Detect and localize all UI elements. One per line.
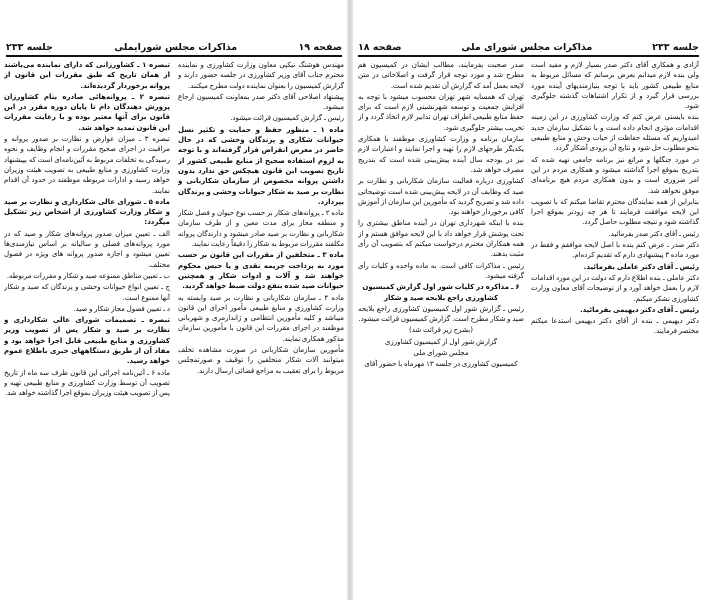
left-header-rule <box>6 55 342 57</box>
paragraph: بنده بایستی عرض کنم که وزارت کشاورزی در این زمینه اقدامات مؤثری انجام داده است و با تشکیل سازمان جدید امیدواریم که مسئله حفاظت از حیات وحش و منابع طبیعی بنحو مطلوب حل شود و نتایج آن بزودی آشکار گردد. <box>531 113 699 153</box>
paragraph: بنابراین از همه نمایندگان محترم تقاضا میکنم که با تصویب این لایحه موافقت فرمایند تا هر چه زودتر بموقع اجرا گذاشته شود و نتیجه مطلوب حاصل گردد. <box>531 197 699 227</box>
paragraph: ماده ۳ ـ متخلفین از مقررات این قانون بر حسب مورد به پرداخت جریمه نقدی و یا حبس محکوم خواهند شد و آلات و ادوات شکار و همچنین حیوانات صید شده بنفع دولت ضبط خواهد گردید. <box>178 251 344 291</box>
paragraph: گزارش شور اول از کمیسیون کشاورزی <box>384 337 498 346</box>
paragraph: رئیس ـ گزارش کمیسیون قرائت میشود. <box>230 114 344 123</box>
paragraph: دکتر صدر ـ عرض کنم بنده با اصل لایحه موافقم و فقط در مورد ماده ۳ پیشنهادی دارم که تقدیم کرده‌ام. <box>531 241 699 260</box>
right-header-rule <box>358 55 699 57</box>
paragraph: صدر صحبت بفرمایند، مطالب ایشان در کمیسیون هم مطرح شد و مورد توجه قرار گرفت و اصلاحاتی در متن لایحه بعمل آمد که گزارش آن تقدیم شده است. <box>358 61 524 90</box>
paragraph: رئیس ـ آقای دکتر دیهیمی بفرمائید. <box>579 305 699 314</box>
left-page-header <box>6 40 342 54</box>
paragraph: پیشنهاد اصلاحی آقای دکتر صدر بمعاونت کمیسیون ارجاع میشود. <box>178 92 344 112</box>
paragraph: رئیس ـ مذاکرات کافی است. به ماده واحده و کلیات رأی گرفته میشود. <box>358 261 524 280</box>
paragraph: تبصره ۳ ـ میزان عوارض و نظارت بر صدور پروانه و مراقبت در اجرای صحیح مقررات و انجام وظایف و نحوه رسیدگی به تخلفات مربوط به آئین‌نامه‌ای است که بپیشنهاد وزارت کشاورزی و منابع طبیعی به تصویب هیئت وزیران خواهد رسید و ادارات مربوطه موظفند در حدود آن اقدام نمایند. <box>4 135 170 195</box>
paragraph: بنده با اینکه شهرداری تهران در آینده مناطق بیشتری را تحت پوشش قرار خواهد داد با این لایحه موافق هستم و از همه همکاران محترم درخواست میکنم که بتصویب آن رأی مثبت بدهند. <box>358 219 524 259</box>
paragraph: کمیسیون کشاورزی در جلسه ۱۳ مهرماه با حضور آقای <box>364 360 518 369</box>
paragraph: ماده ۵ ـ شورای عالی شکارداری و نظارت بر صید و شکار وزارت کشاورزی از اشخاص زیر تشکیل میگردد: <box>4 197 170 227</box>
left-page <box>0 0 348 600</box>
paragraph: ماده ۲ ـ پروانه‌های شکار بر حسب نوع حیوان و فصل شکار و منطقه مجاز برای مدت معین و از طرف سازمان شکاربانی و نظارت بر صید صادر میشود و دارندگان پروانه مکلفند مقررات مربوط به شکار را دقیقاً رعایت نمایند. <box>178 209 344 249</box>
paragraph: رئیس ـ گزارش شور اول کمیسیون کشاورزی راجع بلایحه صید و شکار مطرح است. گزارش کمیسیون قرائت میشود. <box>358 304 524 324</box>
right-page-column-inner <box>358 60 524 596</box>
paragraph: د ـ تعیین فصول مجاز شکار و صید. <box>73 304 170 313</box>
right-page <box>352 0 705 600</box>
paragraph: دکتر دیهیمی ـ بنده از آقای دکتر دیهیمی استدعا میکنم مختصر فرمایند. <box>531 317 699 336</box>
paragraph: مجلس شورای ملی <box>413 349 469 358</box>
paragraph: ب ـ تعیین مناطق ممنوعه صید و شکار و مقررات مربوطه. <box>6 271 170 280</box>
right-page-header <box>358 40 699 54</box>
left-page-number: صفحه ۱۹ <box>298 41 342 53</box>
paragraph: مأمورین سازمان شکاربانی در صورت مشاهده تخلف میتوانند آلات شکار متخلفین را توقیف و صورتمجلس مربوط را برای تعقیب به مراجع قضائی ارسال دارند. <box>178 346 344 375</box>
paragraph: تبصره ۱ ـ کشاورزانی که دارای نماینده می‌باشند از همان تاریخ که طبق مقررات این قانون از پروانه برخوردار گردیده‌اند. <box>4 61 170 90</box>
paragraph: ماده ۴ ـ سازمان شکاربانی و نظارت بر صید وابسته به وزارت کشاورزی و منابع طبیعی مأمور اجرای این قانون میباشد و کلیه مأمورین انتظامی و ژاندارمری و شهربانی موظفند در اجرای مقررات این قانون با مأمورین سازمان مذکور همکاری نمایند. <box>178 293 344 343</box>
paragraph: رئیس ـ آقای دکتر عاملی بفرمائید. <box>583 262 699 271</box>
paragraph: الف ـ تعیین میزان صدور پروانه‌های شکار و صید که در مورد پروانه‌های فصلی و سالیانه بر اساس نیازمندی‌ها تعیین میشود و اجازه صدور پروانه های ویژه در فصول مختلف. <box>4 229 170 269</box>
left-page-session: جلسه ۲۳۳ <box>6 41 53 53</box>
paragraph: در مورد جنگلها و مراتع نیز برنامه جامعی تهیه شده که بتدریج بموقع اجرا گذاشته میشود و همکاری مردم در این امر ضروری است و بدون همکاری مردم هیچ برنامه‌ای موفق نخواهد شد. <box>531 155 699 195</box>
left-page-title: مذاکرات مجلس شورایملی <box>114 41 238 53</box>
paragraph: تبصره ۲ ـ پروانه‌هائی صادره بنام کشاورزان پرورش دهندگان دام تا پایان دوره مقرر در این قانون برای آنها معتبر بوده و با رعایت مقررات این قانون تمدید خواهد شد. <box>4 92 170 132</box>
right-page-title: مذاکرات مجلس شورای ملی <box>461 41 593 53</box>
paragraph: ج ـ تعیین انواع حیوانات وحشی و پرندگان که صید و شکار آنها ممنوع است. <box>4 283 170 302</box>
paragraph: تبصره ـ تصمیمات شورای عالی شکارداری و نظارت بر صید و شکار پس از تصویب وزیر کشاورزی و منابع طبیعی قابل اجرا خواهد بود و مفاد آن از طریق دستگاههای خبری باطلاع عموم خواهد رسید. <box>4 316 170 366</box>
paragraph: سازمان برنامه و وزارت کشاورزی موظفند با همکاری یکدیگر طرحهای لازم را تهیه و اجرا نمایند و اعتبارات لازم نیز در بودجه سال آینده پیش‌بینی شده است که بتدریج مصرف خواهد شد. <box>358 135 524 174</box>
paragraph: تهران که همسایه شهر تهران محسوب میشود با توجه به افزایش جمعیت و توسعه شهرنشینی لازم است که برای حفظ منابع طبیعی اطراف تهران تدابیر لازم اتخاذ گردد و از تخریب بیشتر جلوگیری شود. <box>358 92 524 132</box>
paragraph: ماده ۶ ـ آئین‌نامه اجرائی این قانون ظرف سه ماه از تاریخ تصویب آن توسط وزارت کشاورزی و منابع طبیعی تهیه و پس از تصویب هیئت وزیران بموقع اجرا گذاشته خواهد شد. <box>4 368 170 398</box>
paragraph: آزادی و همکاری آقای دکتر صدر بسیار لازم و مفید است ولی بنده لازم میدانم بعرض برسانم که مسائل مربوط به منابع طبیعی کشور باید با توجه بنیازمندیهای آینده مورد بررسی قرار گیرد و از تکرار اشتباهات گذشته جلوگیری شود. <box>531 61 699 111</box>
paragraph: رئیس ـ آقای دکتر صدر بفرمائید. <box>608 229 699 238</box>
right-page-column-outer <box>531 60 699 596</box>
right-page-number: صفحه ۱۸ <box>358 41 402 53</box>
paragraph: مهندس هوشنگ نیکپی معاون وزارت کشاورزی و نماینده محترم جناب آقای وزیر کشاورزی در جلسه حضور دارند و گزارش کمیسیون را بعنوان نماینده دولت مطرح میکنند. <box>178 61 344 90</box>
paragraph: (بشرح زیر قرائت شد) <box>409 326 473 335</box>
paragraph: ۶ ـ مذاکره در کلیات شور اول گزارش کمیسیون کشاورزی راجع بلایحه صید و شکار <box>362 283 520 302</box>
paragraph: ماده ۱ ـ منظور حفظ و حمایت و تکثیر نسل حیوانات شکاری و پرندگان وحشی که در حال حاضر در معرض انقراض قرار گرفته‌اند و با توجه به لزوم استفاده صحیح از منابع طبیعی کشور از تاریخ تصویب این قانون هیچکس حق ندارد بدون داشتن پروانه مخصوص از سازمان شکاربانی و نظارت بر صید به شکار حیوانات وحشی و پرندگان بپردازد. <box>178 125 344 206</box>
right-page-session: جلسه ۲۳۳ <box>652 41 699 53</box>
paragraph: کشاورزی درباره فعالیت سازمان شکاربانی و نظارت بر صید که وظایف آن در لایحه پیش‌بینی شده است توضیحاتی داده شد و تصریح گردید که مأمورین این سازمان از آموزش کافی برخوردار خواهند بود. <box>358 177 524 217</box>
paragraph: دکتر عاملی ـ بنده اطلاع دارم که دولت در این مورد اقدامات لازم را بعمل خواهد آورد و از توضیحات آقای معاون وزارت کشاورزی تشکر میکنم. <box>531 273 699 303</box>
left-page-column-outer <box>4 60 170 596</box>
left-page-column-inner <box>178 60 344 596</box>
